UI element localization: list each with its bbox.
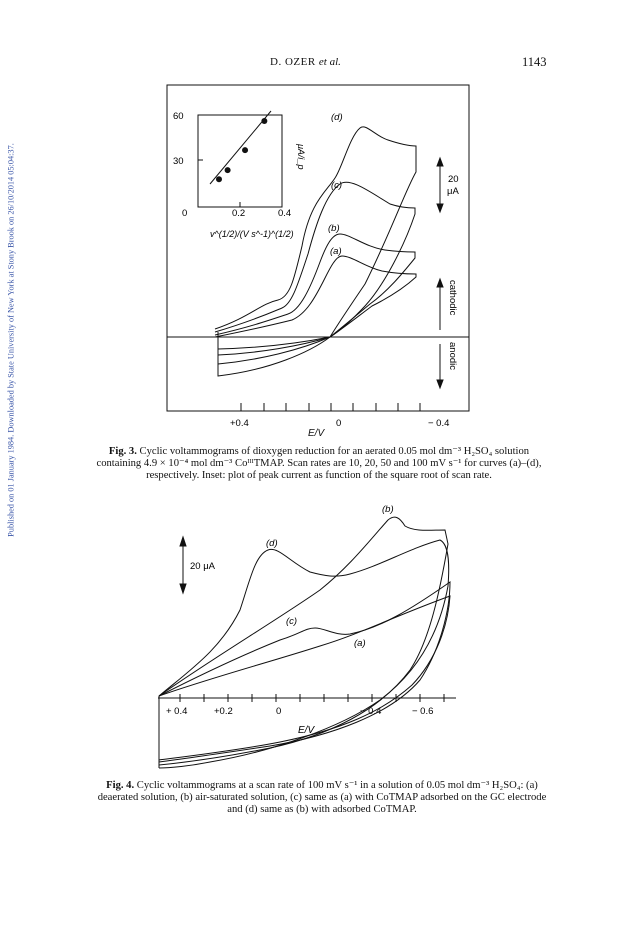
figure-4-tick-0: 0 xyxy=(276,706,282,717)
figure-3-inset-y-label: μA/i_p xyxy=(296,144,306,170)
et-al: et al. xyxy=(318,56,341,68)
figure-3-scale-unit: μA xyxy=(447,186,459,197)
figure-3-caption-number: Fig. 3. xyxy=(108,446,137,457)
figure-3-curve-d xyxy=(215,127,416,376)
running-head-authors xyxy=(270,56,341,68)
figure-3-label-c: (c) xyxy=(331,180,343,191)
figure-4-caption xyxy=(94,780,550,816)
figure-3-caption xyxy=(88,446,550,482)
figure-3-inset xyxy=(173,111,306,239)
download-watermark-text: Published on 01 January 1984. Downloaded by State University of New York at Stony Brook on 26/10/2014 05:04:37. xyxy=(6,143,16,537)
figure-3-x-axis-label: E/V xyxy=(308,428,325,439)
figure-3-anodic-label: anodic xyxy=(447,342,458,370)
figure-3-tick-minus-0-4: − 0.4 xyxy=(428,418,450,429)
figure-3-inset-xtick-0: 0 xyxy=(182,208,188,219)
figure-3-plot xyxy=(160,84,478,429)
figure-4-label-a: (a) xyxy=(354,638,366,649)
figure-3-inset-point-2 xyxy=(225,167,231,173)
figure-4-label-c: (c) xyxy=(286,616,298,627)
figure-3-inset-frame xyxy=(198,115,282,207)
figure-4-label-d: (d) xyxy=(266,538,278,549)
figure-3-curves xyxy=(215,127,416,376)
figure-3-inset-x-label: v^(1/2)/(V s^-1)^(1/2) xyxy=(210,229,294,239)
figure-4-tick-plus-0-4: + 0.4 xyxy=(166,706,188,717)
figure-3-tick-0: 0 xyxy=(336,418,342,429)
figure-3-inset-point-3 xyxy=(242,147,248,153)
figure-4-scale-label: 20 μA xyxy=(190,561,216,572)
figure-4-scale-bar xyxy=(180,537,186,593)
author-names: D. OZER xyxy=(270,56,316,68)
figure-3-inset-xtick-0-2: 0.2 xyxy=(232,208,246,219)
figure-3-label-a: (a) xyxy=(330,246,342,257)
figure-3-inset-ytick-30: 30 xyxy=(173,156,184,167)
figure-4-x-axis-label: E/V xyxy=(298,725,315,736)
figure-3-inset-point-4 xyxy=(261,118,267,124)
figure-4-caption-number: Fig. 4. xyxy=(106,780,135,791)
figure-3-cathodic-label: cathodic xyxy=(447,280,458,316)
figure-3-scale-bar xyxy=(437,158,443,212)
figure-3-label-b: (b) xyxy=(328,223,340,234)
figure-3-curve-a xyxy=(215,256,416,349)
figure-4-plot xyxy=(150,500,468,772)
figure-3-tick-plus-0-4: +0.4 xyxy=(230,418,249,429)
figure-4-tick-minus-0-6: − 0.6 xyxy=(412,706,434,717)
figure-3-inset-xtick-0-4: 0.4 xyxy=(278,208,292,219)
figure-4-label-b: (b) xyxy=(382,504,394,515)
running-head xyxy=(0,56,624,72)
download-watermark xyxy=(4,80,18,600)
figure-3-frame xyxy=(167,85,469,411)
figure-3 xyxy=(160,84,478,439)
figure-3-inset-point-1 xyxy=(216,176,222,182)
figure-4-caption-text: Cyclic voltammograms at a scan rate of 100 mV s⁻¹ in a solution of 0.05 mol dm⁻³ H₂SO₄: (a) deaerated solution, (b) air-saturated solution, (c) same as (a) with CoTMAP adsorbed on the GC electrode and (d) same as (b) with adsorbed CoTMAP. xyxy=(97,780,547,815)
figure-3-inset-points xyxy=(216,118,267,182)
page-number: 1143 xyxy=(522,55,547,69)
figure-3-caption-text: Cyclic voltammograms of dioxygen reduction for an aerated 0.05 mol dm⁻³ H₂SO₄ solution containing 4.9 × 10⁻⁴ mol dm⁻³ CoᴵᴵᴵTMAP. Scan rates are 10, 20, 50 and 100 mV s⁻¹ for curves (a)–(d), respectively. Inset: plot of peak current as function of the square root of scan rate. xyxy=(96,446,542,481)
figure-4 xyxy=(150,500,468,772)
figure-3-cathodic-anodic-arrows xyxy=(437,279,443,388)
figure-3-scale-value: 20 xyxy=(448,174,459,185)
figure-4-tick-plus-0-2: +0.2 xyxy=(214,706,233,717)
figure-3-inset-ytick-60: 60 xyxy=(173,111,184,122)
figure-3-x-axis-ticks xyxy=(241,403,420,411)
figure-3-label-d: (d) xyxy=(331,112,343,123)
figure-4-tick-minus-0-4: − 0.4 xyxy=(360,706,382,717)
